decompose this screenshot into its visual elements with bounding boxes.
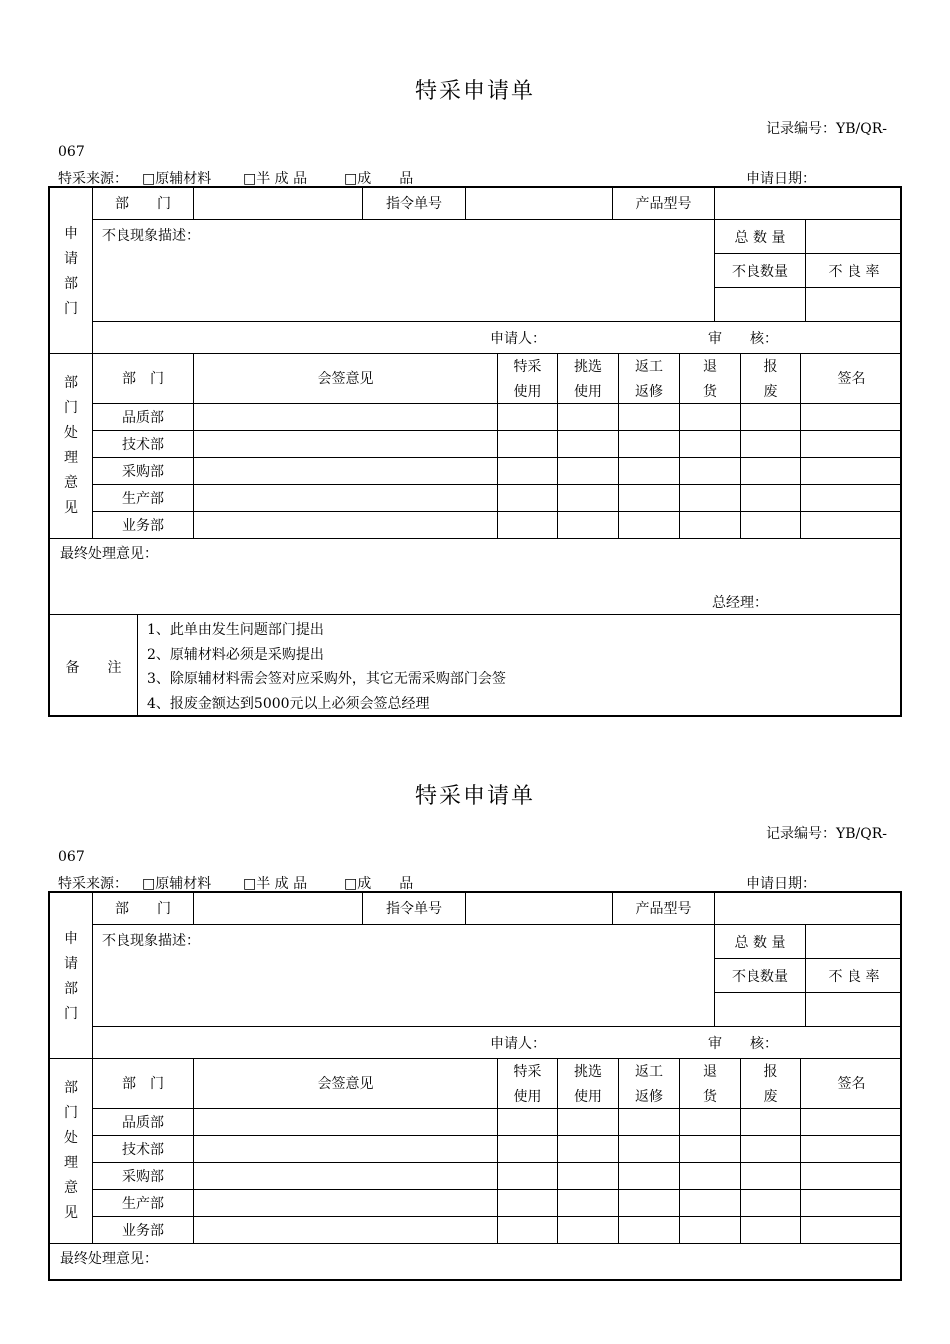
form2-col-scrap-2: 废 [763,1089,778,1105]
form2-dept-purchase: 采购部 [122,1169,164,1185]
form1-dept-quality: 品质部 [122,410,164,426]
form1-applicant: 申请人： [490,331,546,347]
form1-dept-tech: 技术部 [122,437,164,453]
form1-final-opinion: 最终处理意见： [60,546,158,562]
form2-title: 特采申请单 [414,784,535,809]
form2-order-label: 指令单号 [386,901,442,917]
form1-dept-label: 部 门 [115,196,171,212]
form1-table [48,186,902,717]
form1-dept-purchase: 采购部 [122,464,164,480]
form1-col-special-1: 特采 [513,359,542,375]
form1-defect-qty: 不良数量 [732,264,788,280]
form2-col-rework-1: 返工 [635,1064,663,1080]
form2-dept-business: 业务部 [122,1223,164,1239]
form1-col-opinion: 会签意见 [317,371,374,387]
form1-process-section-label: 部 门 处 理 意 见 [64,375,78,516]
form2-applicant: 申请人： [490,1036,546,1052]
form2-dept-quality: 品质部 [122,1115,164,1131]
form1-note-1: 1、此单由发生问题部门提出 [147,622,324,638]
form1-note-4: 4、报废金额达到5000元以上必须会签总经理 [147,696,430,712]
form2-process-section-label: 部 门 处 理 意 见 [64,1080,78,1221]
form1-title: 特采申请单 [414,79,535,104]
form1-model-label: 产品型号 [635,196,692,212]
form2-col-special-2: 使用 [513,1089,542,1105]
form2-model-label: 产品型号 [635,901,692,917]
form2-dept-production: 生产部 [122,1196,164,1212]
form2-source-label: 特采来源： [58,876,128,892]
form2-col-select-2: 使用 [574,1089,602,1105]
form1-col-dept: 部 门 [122,371,164,387]
form1-col-rework-1: 返工 [635,359,663,375]
form1-dept-production: 生产部 [122,491,164,507]
form1-total-qty: 总 数 量 [734,230,786,246]
form1-dept-business: 业务部 [122,518,164,534]
form2-col-dept: 部 门 [122,1076,164,1092]
form1-source-semi-finished[interactable]: □半 成 品 [243,171,308,187]
form1-defect-rate: 不 良 率 [828,264,880,280]
form2-col-special-1: 特采 [513,1064,542,1080]
form2-col-opinion: 会签意见 [317,1076,374,1092]
form1-apply-date: 申请日期： [746,171,816,187]
form1-col-scrap-1: 报 [763,359,778,375]
form1-col-select-1: 挑选 [574,359,602,375]
form2-source-semi-finished[interactable]: □半 成 品 [243,876,308,892]
form1-note-2: 2、原辅材料必须是采购提出 [147,647,324,663]
form2-defect-desc: 不良现象描述： [102,933,200,949]
form1-col-select-2: 使用 [574,384,602,400]
form2-source-raw-material[interactable]: □原辅材料 [142,876,212,892]
form2-col-select-1: 挑选 [574,1064,602,1080]
form2-total-qty: 总 数 量 [734,935,786,951]
form1-reviewer: 审 核： [708,331,778,347]
form1-defect-desc: 不良现象描述： [102,228,200,244]
form1-source-label: 特采来源： [58,171,128,187]
form2-final-opinion: 最终处理意见： [60,1251,158,1267]
form1-col-return-1: 退 [703,359,717,375]
form2-col-scrap-1: 报 [763,1064,778,1080]
form1-apply-section-label: 申 请 部 门 [64,226,78,317]
form1-record-no: 记录编号：YB/QR- [766,121,887,137]
form2-record-no-cont: 067 [58,849,85,865]
form2-source-finished[interactable]: □成 品 [344,876,414,892]
form2-dept-label: 部 门 [115,901,171,917]
form2-apply-section-label: 申 请 部 门 [64,931,78,1022]
form2-col-rework-2: 返修 [635,1089,663,1105]
form2-reviewer: 审 核： [708,1036,778,1052]
form1-col-return-2: 货 [703,384,717,400]
form2-defect-rate: 不 良 率 [828,969,880,985]
form1-source-raw-material[interactable]: □原辅材料 [142,171,212,187]
form2-col-sign: 签名 [837,1076,866,1092]
form1-col-rework-2: 返修 [635,384,663,400]
form2-defect-qty: 不良数量 [732,969,788,985]
form1-col-sign: 签名 [837,371,866,387]
form2-record-no: 记录编号：YB/QR- [766,826,887,842]
form1-record-no-cont: 067 [58,144,85,160]
form1-general-manager: 总经理： [712,595,768,611]
form2-apply-date: 申请日期： [746,876,816,892]
form1-col-special-2: 使用 [513,384,542,400]
form2-col-return-1: 退 [703,1064,717,1080]
form2-col-return-2: 货 [703,1089,717,1105]
form1-col-scrap-2: 废 [763,384,778,400]
form2-table [48,891,902,1281]
form1-note-3: 3、除原辅材料需会签对应采购外，其它无需采购部门会签 [147,671,506,687]
form2-dept-tech: 技术部 [122,1142,164,1158]
form1-source-finished[interactable]: □成 品 [344,171,414,187]
form1-order-label: 指令单号 [386,196,442,212]
form1-notes-label: 备 注 [65,660,122,676]
